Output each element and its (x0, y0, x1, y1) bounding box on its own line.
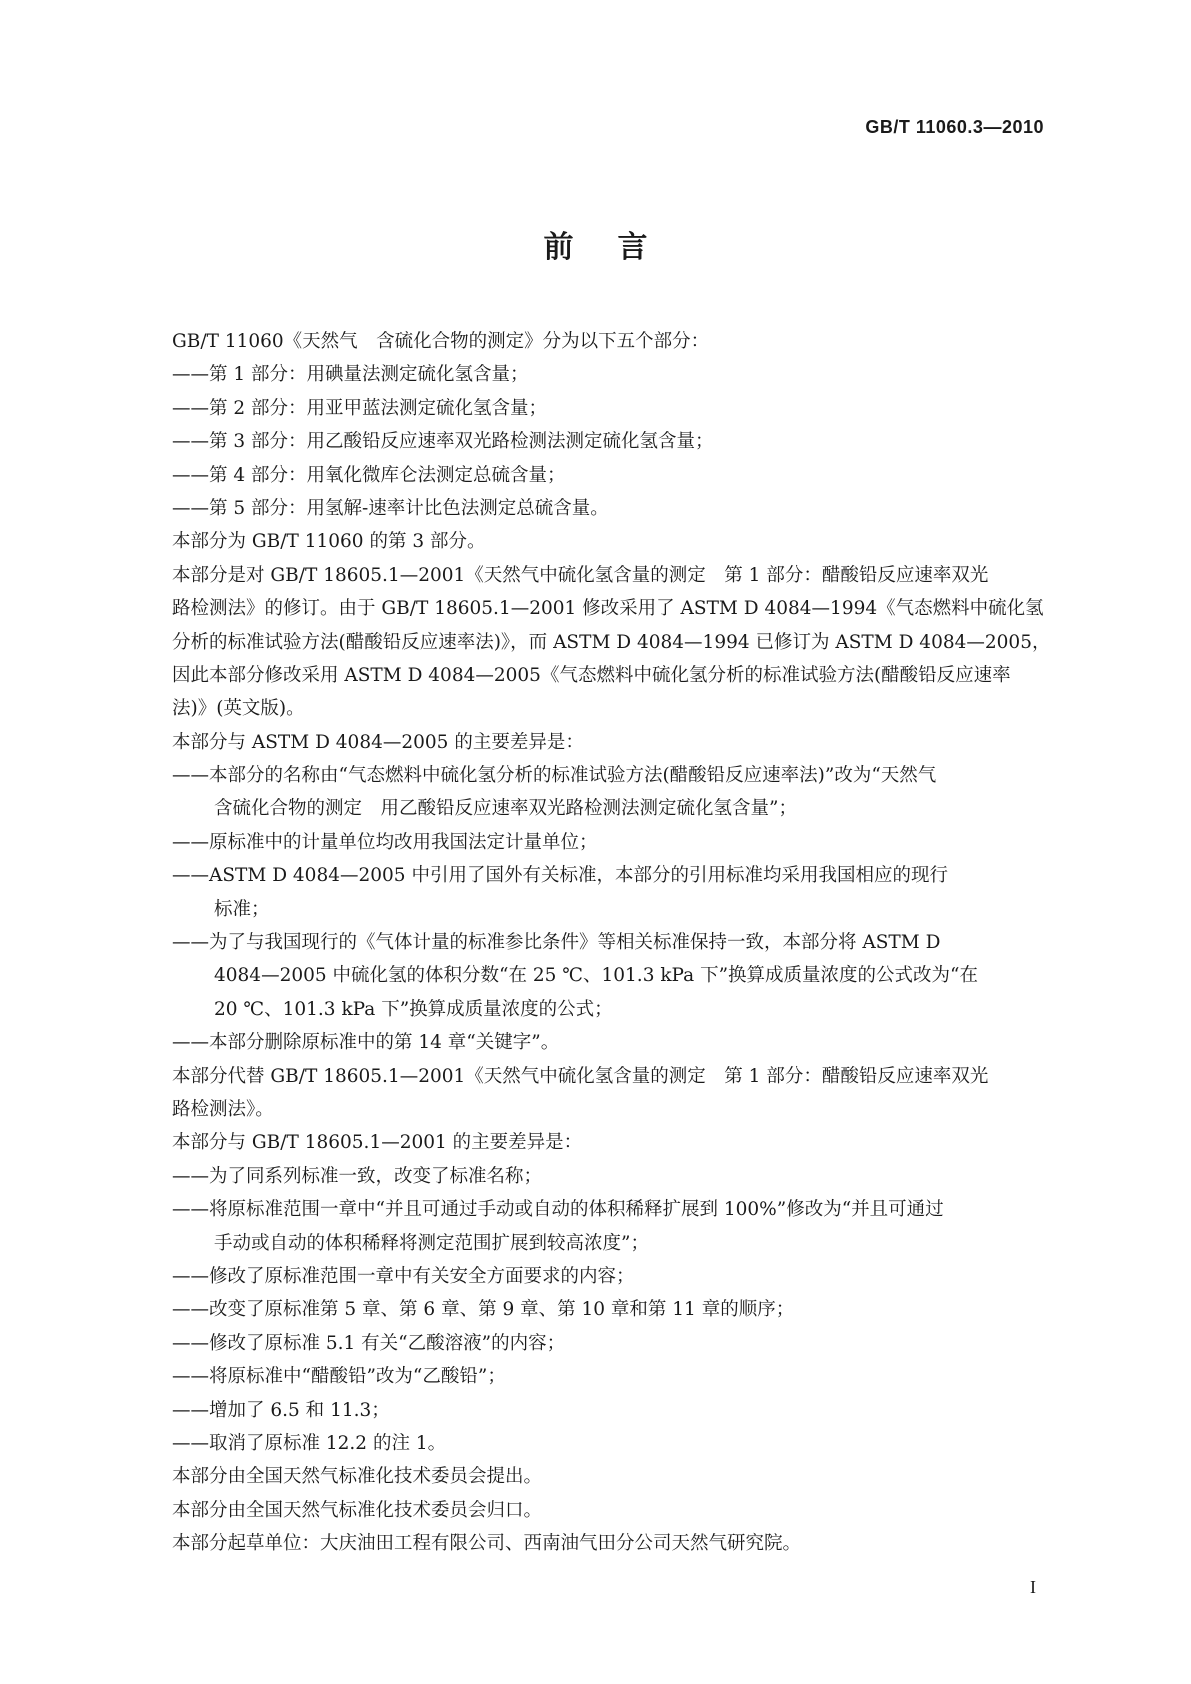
text-line: 本部分是对 GB/T 18605.1—2001《天然气中硫化氢含量的测定 第 1 部分：醋酸铅反应速率双光 (172, 564, 989, 586)
standard-code: GB/T 11060.3—2010 (865, 117, 1044, 137)
text-line: ——将原标准中“醋酸铅”改为“乙酸铅”； (172, 1366, 506, 1388)
text-line: 路检测法》。 (172, 1098, 274, 1120)
text-line: 本部分代替 GB/T 18605.1—2001《天然气中硫化氢含量的测定 第 1 部分：醋酸铅反应速率双光 (172, 1065, 989, 1087)
text-line: ——增加了 6.5 和 11.3； (172, 1399, 390, 1421)
text-line: ——第 2 部分：用亚甲蓝法测定硫化氢含量； (172, 397, 548, 419)
text-line: ——修改了原标准 5.1 有关“乙酸溶液”的内容； (172, 1332, 566, 1354)
page-title: 前言 (543, 230, 692, 265)
text-line: ——本部分的名称由“气态燃料中硫化氢分析的标准试验方法(醋酸铅反应速率法)”改为“天然气 (172, 765, 937, 787)
text-line: 标准； (214, 898, 270, 920)
text-line: 本部分与 ASTM D 4084—2005 的主要差异是： (172, 731, 584, 753)
page-number: I (1030, 1577, 1036, 1597)
text-line: 本部分起草单位：大庆油田工程有限公司、西南油气田分公司天然气研究院。 (172, 1533, 802, 1555)
text-line: 手动或自动的体积稀释将测定范围扩展到较高浓度”； (214, 1232, 649, 1254)
text-line: ——取消了原标准 12.2 的注 1。 (172, 1432, 447, 1454)
text-line: ——改变了原标准第 5 章、第 6 章、第 9 章、第 10 章和第 11 章的顺序； (172, 1299, 795, 1321)
text-line: ——修改了原标准范围一章中有关安全方面要求的内容； (172, 1265, 635, 1287)
text-line: 分析的标准试验方法(醋酸铅反应速率法)》，而 ASTM D 4084—1994 已修订为 ASTM D 4084—2005， (172, 631, 1051, 653)
text-line: 本部分为 GB/T 11060 的第 3 部分。 (172, 531, 486, 553)
text-line: ——第 5 部分：用氢解-速率计比色法测定总硫含量。 (172, 497, 609, 519)
text-line: ——第 3 部分：用乙酸铅反应速率双光路检测法测定硫化氢含量； (172, 431, 714, 453)
text-line: 4084—2005 中硫化氢的体积分数“在 25 ℃、101.3 kPa 下”换算成质量浓度的公式改为“在 (214, 965, 978, 987)
text-line: ——ASTM D 4084—2005 中引用了国外有关标准，本部分的引用标准均采用我国相应的现行 (172, 865, 948, 887)
text-line: 因此本部分修改采用 ASTM D 4084—2005《气态燃料中硫化氢分析的标准试验方法(醋酸铅反应速率 (172, 664, 1011, 686)
text-line: 本部分与 GB/T 18605.1—2001 的主要差异是： (172, 1132, 583, 1154)
text-line: 20 ℃、101.3 kPa 下”换算成质量浓度的公式； (214, 998, 613, 1020)
text-line: ——为了与我国现行的《气体计量的标准参比条件》等相关标准保持一致，本部分将 ASTM D (172, 932, 941, 954)
text-line: ——本部分删除原标准中的第 14 章“关键字”。 (172, 1032, 560, 1054)
text-line: GB/T 11060《天然气 含硫化合物的测定》分为以下五个部分： (172, 331, 710, 352)
text-line: ——为了同系列标准一致，改变了标准名称； (172, 1165, 543, 1187)
text-line: ——第 4 部分：用氧化微库仑法测定总硫含量； (172, 464, 566, 486)
text-line: 本部分由全国天然气标准化技术委员会提出。 (172, 1466, 543, 1488)
text-line: 含硫化合物的测定 用乙酸铅反应速率双光路检测法测定硫化氢含量”； (214, 798, 797, 820)
foreword-body (172, 325, 1052, 1560)
text-line: ——将原标准范围一章中“并且可通过手动或自动的体积稀释扩展到 100%”修改为“并且可通过 (172, 1199, 944, 1221)
text-line: 本部分由全国天然气标准化技术委员会归口。 (172, 1499, 543, 1521)
text-line: ——原标准中的计量单位均改用我国法定计量单位； (172, 831, 598, 853)
text-line: 法)》(英文版)。 (172, 698, 305, 720)
text-line: 路检测法》的修订。由于 GB/T 18605.1—2001 修改采用了 ASTM D 4084—1994《气态燃料中硫化氢 (172, 598, 1044, 620)
text-line: ——第 1 部分：用碘量法测定硫化氢含量； (172, 364, 529, 386)
